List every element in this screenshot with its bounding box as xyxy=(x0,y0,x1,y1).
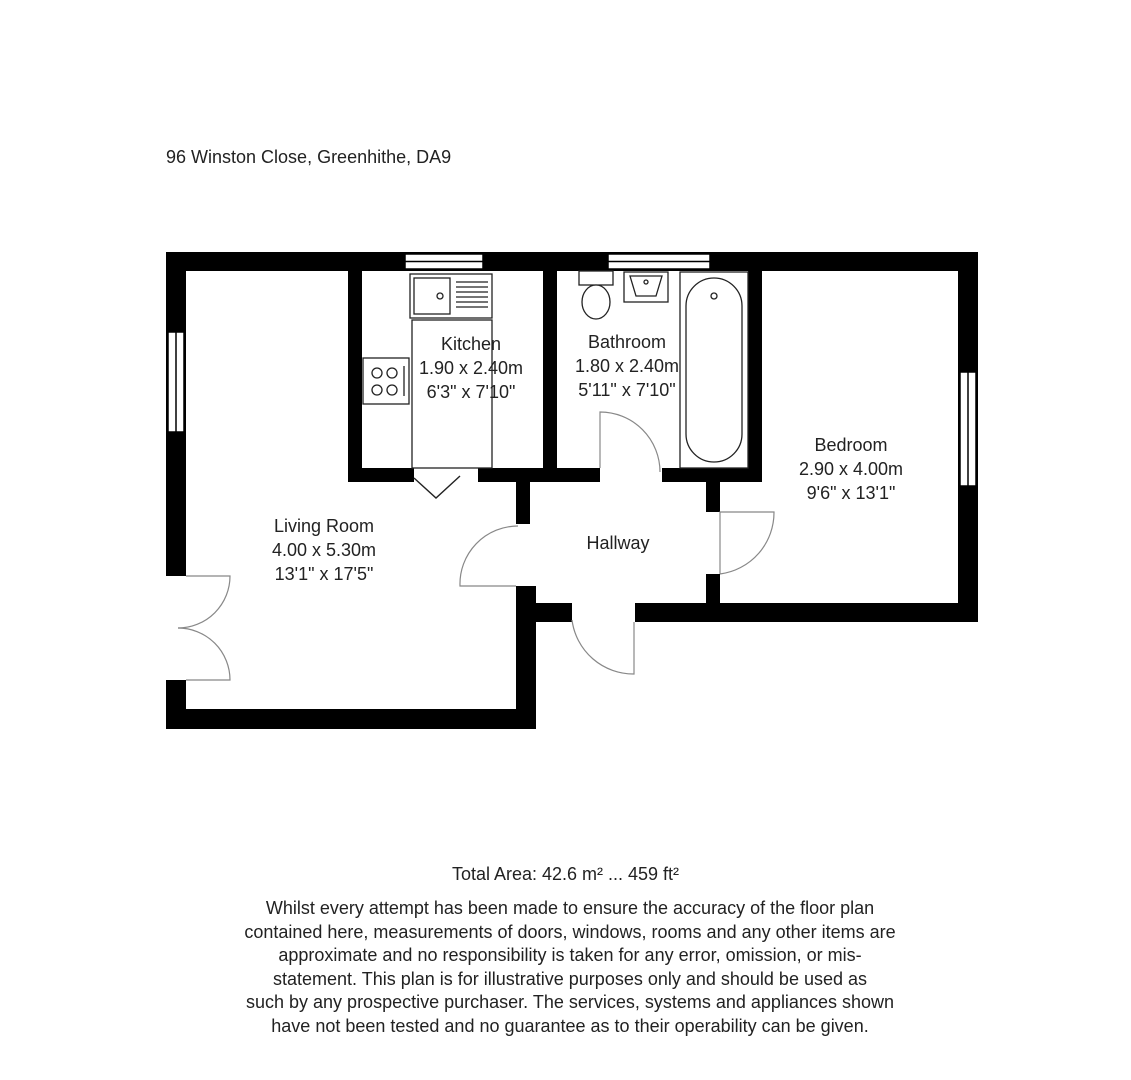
wall-hall-bed-lower xyxy=(706,574,720,622)
wall-living-bottom xyxy=(166,709,536,729)
wall-hall-bottom-left xyxy=(516,603,572,622)
wall-kitchen-left xyxy=(348,252,362,482)
bedroom-name: Bedroom xyxy=(814,435,888,455)
bathroom-imperial: 5'11" x 7'10" xyxy=(578,380,676,400)
door-kitchen xyxy=(414,476,460,498)
hallway-name: Hallway xyxy=(586,533,650,553)
disclaimer-line: contained here, measurements of doors, windows, rooms and any other items are xyxy=(244,921,896,942)
livingroom-imperial: 13'1" x 17'5" xyxy=(274,564,374,584)
door-bathroom xyxy=(600,412,660,472)
bathtub xyxy=(680,272,748,468)
wall-bath-bottom-right xyxy=(662,468,762,482)
disclaimer-line: have not been tested and no guarantee as to their operability can be given. xyxy=(271,1015,869,1036)
wall-bath-bedroom xyxy=(748,252,762,482)
wall-kitchen-bottom-right xyxy=(478,468,548,482)
wall-hall-bed-upper xyxy=(706,482,720,512)
kitchen-hob xyxy=(363,358,409,404)
door-bedroom xyxy=(720,512,774,574)
wall-bath-bottom-left xyxy=(543,468,600,482)
disclaimer-line: statement. This plan is for illustrative purposes only and should be used as xyxy=(273,968,867,989)
window-kitchen xyxy=(405,254,483,269)
wall-bottom-right xyxy=(635,603,978,622)
door-entrance xyxy=(572,620,634,674)
kitchen-metric: 1.90 x 2.40m xyxy=(418,358,524,378)
kitchen-name: Kitchen xyxy=(440,334,502,354)
bedroom-imperial: 9'6" x 13'1" xyxy=(806,483,896,503)
bedroom-metric: 2.90 x 4.00m xyxy=(798,459,904,479)
door-living-hall xyxy=(460,526,518,586)
disclaimer-line: Whilst every attempt has been made to ensure the accuracy of the floor plan xyxy=(265,898,875,918)
bathroom-basin xyxy=(624,272,668,302)
bathroom-metric: 1.80 x 2.40m xyxy=(574,356,680,376)
wall-kitchen-bath xyxy=(543,252,557,482)
kitchen-imperial: 6'3" x 7'10" xyxy=(426,382,516,402)
disclaimer-line: such by any prospective purchaser. The services, systems and appliances shown xyxy=(246,992,894,1013)
wall-top xyxy=(166,252,978,271)
total-area: Total Area: 42.6 m² ... 459 ft² xyxy=(451,864,680,884)
wall-kitchen-bottom-left xyxy=(348,468,414,482)
window-bedroom xyxy=(960,372,976,486)
window-living xyxy=(168,332,184,432)
property-address: 96 Winston Close, Greenhithe, DA9 xyxy=(166,147,452,167)
bathroom-name: Bathroom xyxy=(587,332,667,352)
livingroom-name: Living Room xyxy=(273,516,375,536)
toilet xyxy=(579,271,613,319)
window-bathroom xyxy=(608,254,710,269)
kitchen-sink xyxy=(410,274,492,318)
wall-hall-left-upper xyxy=(516,482,530,524)
disclaimer-line: approximate and no responsibility is taken for any error, omission, or mis- xyxy=(278,945,862,966)
door-living-french xyxy=(178,576,230,680)
livingroom-metric: 4.00 x 5.30m xyxy=(271,540,377,560)
disclaimer xyxy=(200,897,940,1039)
